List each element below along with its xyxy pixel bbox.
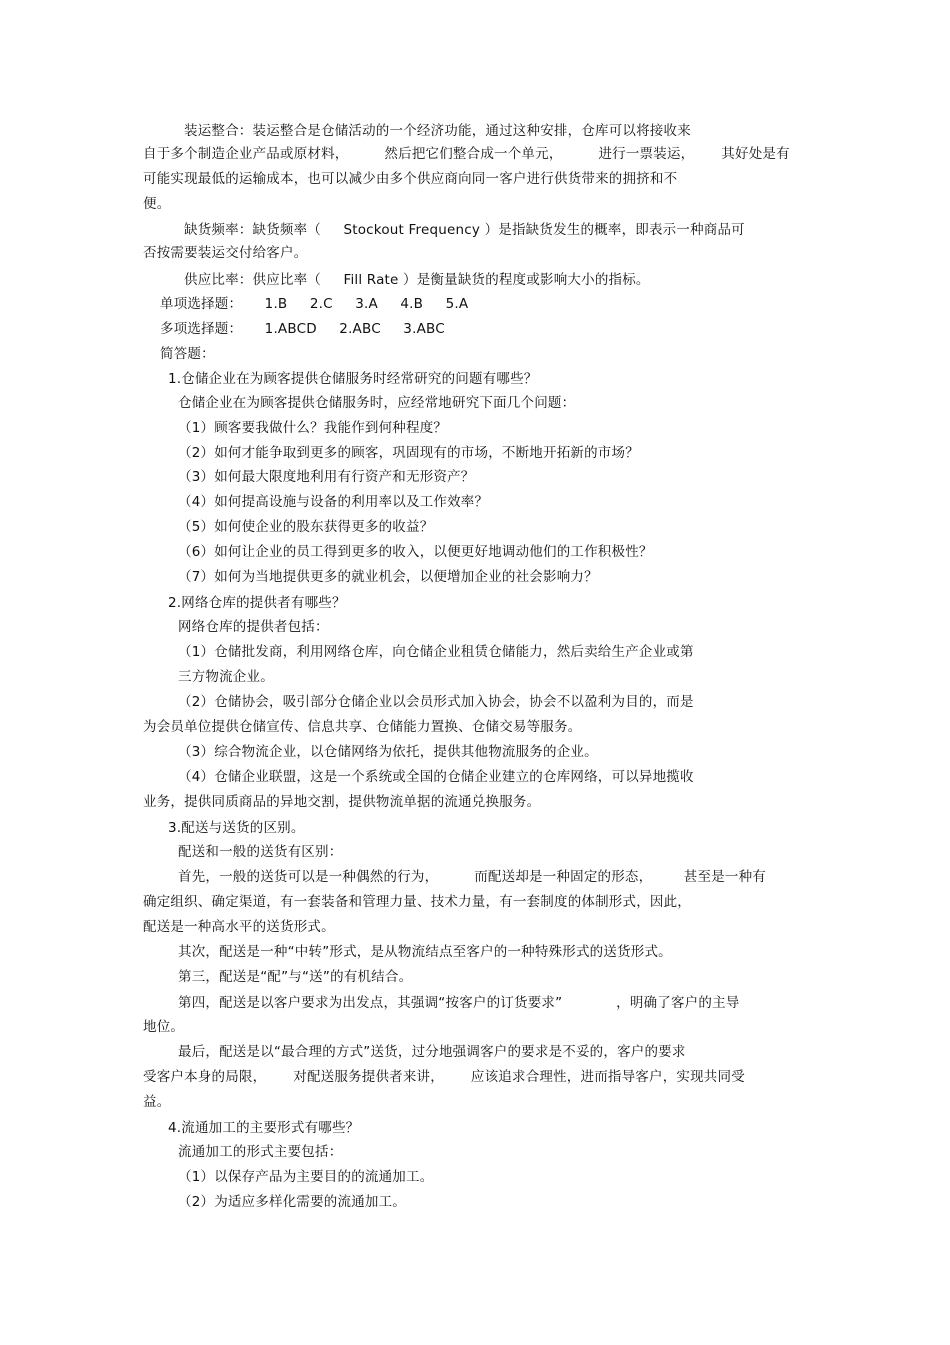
answer-1-item: （3）如何最大限度地利用有行资产和无形资产？ (178, 469, 475, 485)
para-zhuangyun-line-3: 可能实现最低的运输成本，也可以减少由多个供应商向同一客户进行供货带来的拥挤和不 (143, 171, 678, 187)
answer-2-intro: 网络仓库的提供者包括： (178, 619, 329, 635)
answer-1-item: （7）如何为当地提供更多的就业机会，以便增加企业的社会影响力？ (178, 569, 598, 585)
answer-3-paragraph: 其次，配送是一种“中转”形式，是从物流结点至客户的一种特殊形式的送货形式。 (178, 944, 672, 960)
answer-1-item: （6）如何让企业的员工得到更多的收入，以便更好地调动他们的工作积极性？ (178, 544, 653, 560)
para-zhuangyun-line-4: 便。 (143, 196, 171, 212)
question-1: 1.仓储企业在为顾客提供仓储服务时经常研究的问题有哪些？ (168, 371, 538, 387)
question-4: 4.流通加工的主要形式有哪些？ (168, 1120, 360, 1136)
para-zhuangyun-line-2: 自于多个制造企业产品或原材料， 然后把它们整合成一个单元， 进行一票装运， 其好处是有 (143, 146, 790, 162)
answer-1-item: （4）如何提高设施与设备的利用率以及工作效率？ (178, 494, 489, 510)
answer-4-item: （2）为适应多样化需要的流通加工。 (178, 1194, 406, 1210)
answer-2-item: （1）仓储批发商，利用网络仓库，向仓储企业租赁仓储能力，然后卖给生产企业或第 (178, 644, 694, 660)
single-choice-answers: 单项选择题： 1.B 2.C 3.A 4.B 5.A (160, 296, 469, 312)
answer-3-paragraph-cont: 受客户本身的局限， 对配送服务提供者来讲， 应该追求合理性，进而指导客户，实现共同受 (143, 1069, 745, 1085)
answer-2-item-cont: 业务，提供同质商品的异地交割，提供物流单据的流通兑换服务。 (143, 794, 541, 810)
multi-choice-answers: 多项选择题： 1.ABCD 2.ABC 3.ABC (160, 321, 445, 337)
answer-3-paragraph-cont: 配送是一种高水平的送货形式。 (143, 919, 335, 935)
question-2: 2.网络仓库的提供者有哪些？ (168, 595, 346, 611)
answer-3-paragraph-cont: 益。 (143, 1094, 171, 1110)
answer-1-item: （2）如何才能争取到更多的顾客，巩固现有的市场，不断地开拓新的市场？ (178, 445, 639, 461)
para-zhuangyun-line-1: 装运整合：装运整合是仓储活动的一个经济功能，通过这种安排，仓库可以将接收来 (184, 123, 691, 139)
answer-2-item-cont: 为会员单位提供仓储宣传、信息共享、仓储能力置换、仓储交易等服务。 (143, 719, 582, 735)
answer-2-item: （2）仓储协会，吸引部分仓储企业以会员形式加入协会，协会不以盈利为目的，而是 (178, 694, 694, 710)
answer-1-intro: 仓储企业在为顾客提供仓储服务时，应经常地研究下面几个问题： (178, 395, 576, 411)
answer-1-item: （1）顾客要我做什么？我能作到何种程度？ (178, 420, 448, 436)
para-gongying-line-1: 供应比率：供应比率（ Fill Rate ）是衡量缺货的程度或影响大小的指标。 (184, 272, 650, 288)
answer-3-paragraph: 第四，配送是以客户要求为出发点，其强调“按客户的订货要求” ，明确了客户的主导 (178, 995, 740, 1011)
answer-2-item: （3）综合物流企业，以仓储网络为依托，提供其他物流服务的企业。 (178, 744, 598, 760)
short-answer-heading: 简答题： (160, 346, 215, 362)
para-queshuo-line-2: 否按需要装运交付给客户。 (143, 245, 308, 261)
answer-2-item-cont: 三方物流企业。 (178, 669, 274, 685)
answer-3-paragraph-cont: 地位。 (143, 1019, 185, 1035)
answer-1-item: （5）如何使企业的股东获得更多的收益？ (178, 519, 434, 535)
answer-3-intro: 配送和一般的送货有区别： (178, 844, 343, 860)
answer-4-intro: 流通加工的形式主要包括： (178, 1144, 343, 1160)
question-3: 3.配送与送货的区别。 (168, 820, 305, 836)
answer-3-paragraph: 最后，配送是以“最合理的方式”送货，过分地强调客户的要求是不妥的，客户的要求 (178, 1044, 686, 1060)
answer-3-paragraph: 第三，配送是“配”与“送”的有机结合。 (178, 969, 413, 985)
answer-4-item: （1）以保存产品为主要目的的流通加工。 (178, 1169, 434, 1185)
answer-3-paragraph-cont: 确定组织、确定渠道，有一套装备和管理力量、技术力量，有一套制度的体制形式，因此， (143, 894, 691, 910)
answer-3-paragraph: 首先，一般的送货可以是一种偶然的行为， 而配送却是一种固定的形态， 甚至是一种有 (178, 869, 766, 885)
answer-2-item: （4）仓储企业联盟，这是一个系统或全国的仓储企业建立的仓库网络，可以异地揽收 (178, 769, 694, 785)
para-queshuo-line-1: 缺货频率：缺货频率（ Stockout Frequency ）是指缺货发生的概率，即表示一种商品可 (184, 222, 745, 238)
